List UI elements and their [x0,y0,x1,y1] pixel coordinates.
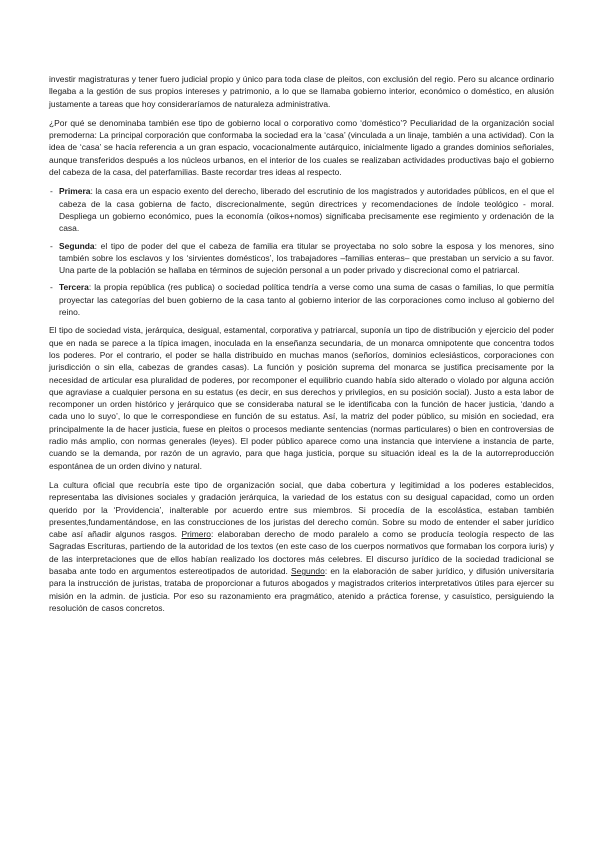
list-text: : el tipo de poder del que el cabeza de familia era titular se proyectaba no solo sobre la esposa y los menores, sino también sobre los esclavos y los ‘sirvientes domésticos’, los trabajadores –familias enteras– que prestaban un servicio a su favor. Una parte de la población se hallaba en términos de sujeción personal a un poder privado y discrecional como el patriarcal. [59,240,554,276]
list-term: Primera [59,186,91,197]
list-item-segunda [49,240,554,277]
paragraph-4-text-c: : en la elaboración de saber jurídico, y difusión universitaria para la instrucción de juristas, trataba de proporcionar a futuros abogados y magistrados criterios interpretativos útiles para ejercer su misión en la admin. de justicia. Por eso su razonamiento era pragmático, atenido a práctica forense, y casuístico, persiguiendo la resolución de casos concretos. [49,565,555,613]
list-item-primera [49,185,554,234]
document-page [49,73,554,621]
paragraph-4 [49,479,554,614]
paragraph-1: investir magistraturas y tener fuero judicial propio y único para toda clase de pleitos, con exclusión del regio. Pero su alcance ordinario llegaba a la gestión de sus propios intereses y patrimonio, a lo que se llamaba gobierno interior, económico o doméstico, en alusión justamente a tareas que hoy consideraríamos de naturaleza administrativa. [49,74,554,109]
paragraph-2: ¿Por qué se denominaba también ese tipo de gobierno local o corporativo como ‘doméstico’? Peculiaridad de la organización social premoderna: La principal corporación que conformaba la sociedad era la ‘casa’ (vinculada a un linaje, también a una actividad). Con la idea de ‘casa’ se hacía referencia a un gran espacio, vocacionalmente autárquico, inicialmente ligado a grandes dominios señoriales, aunque transferidos después a los núcleos urbanos, en el interior de los cuales se realizaban actividades productivas bajo el gobierno del cabeza de la casa, del paterfamilias. Baste recordar tres ideas al respecto. [49,117,554,178]
list-term: Tercera [59,282,89,293]
ideas-list [49,185,554,318]
list-term: Segunda [59,240,95,251]
paragraph-3: El tipo de sociedad vista, jerárquica, desigual, estamental, corporativa y patriarcal, suponía un tipo de distribución y ejercicio del poder que en nada se parece a la típica imagen, inoculada en la enseñanza secundaria, de un monarca omnipotente que concentra todos los poderes. Por el contrario, el poder se halla distribuido en muchas manos (señoríos, dominios eclesiásticos, corporaciones con jurisdicción o sin ella, cabezas de grandes casas). La función y posición suprema del monarca se justifica precisamente por la necesidad de articular esa pluralidad de poderes, por recomponer el equilibrio cuando había sido alterado o violado por alguna acción que agraviase a cualquier persona en su estatus (es decir, en sus derechos y privilegios, en su posición social). Justo a esta labor de recomponer un orden histórico y jerárquico que se consideraba natural se le identificaba con la función de hacer justicia, ‘dando a cada uno lo suyo’, lo que le correspondiese en función de su estatus. Así, la matriz del poder público, su misión en sociedad, era principalmente la de hacer justicia, fuese en pleitos o procesos mediante sentencias (normas particulares) o bien en controversias de radio más amplio, con normas generales (leyes). El poder público aparece como una instancia que interviene a instancia de parte, cuando se la demanda, por razón de un agravio, para que haga justicia, porque su situación ideal es la de la autorreproducción espontánea de un orden divino y natural. [49,325,554,471]
paragraph-4-text-a: La cultura oficial que recubría este tipo de organización social, que daba cobertura y legitimidad a los poderes establecidos, representaba las divisiones sociales y gradación jerárquica, la variedad de los estatus con su desigual capacidad, como un orden querido por la ‘Providencia’, inalterable por acuerdo entre sus miembros. Si procedía de la escolástica, estaban también presentes,fundamentándose, en las construcciones de los juristas del derecho común. Sobre su modo de entender el saber jurídico cabe así añadir algunos rasgos. [49,479,554,540]
paragraph-4-text-b: : elaboraban derecho de modo paralelo a como se producía teología respecto de las Sagradas Escrituras, partiendo de la autoridad de los textos (en este caso de los cuerpos normativos que formaban los corpora iuris) y de las interpretaciones que de ellos habían realizado los doctores más celebres. El discurso jurídico de la sociedad tradicional se basaba ante todo en argumentos estereotipados de autoridad. [49,529,555,576]
list-text: : la propia república (res publica) o sociedad política tendría a verse como una suma de casas o familias, lo que permitía proyectar las categorías del buen gobierno de la casa tanto al gobierno interior de las corporaciones como incluso al gobierno del reino. [59,282,554,318]
list-text: : la casa era un espacio exento del derecho, liberado del escrutinio de los magistrados y autoridades públicos, en el que el cabeza de la casa gobierna de facto, discrecionalmente, según directrices y recomendaciones de índole teológico - moral. Despliega un gobierno económico, pues la economía (oikos+nomos) significaba precisamente ese regimiento y ordenación de la casa. [59,186,554,234]
underlined-term-segundo: Segundo [291,565,325,576]
underlined-term-primero: Primero [181,529,212,540]
list-item-tercera [49,281,554,318]
